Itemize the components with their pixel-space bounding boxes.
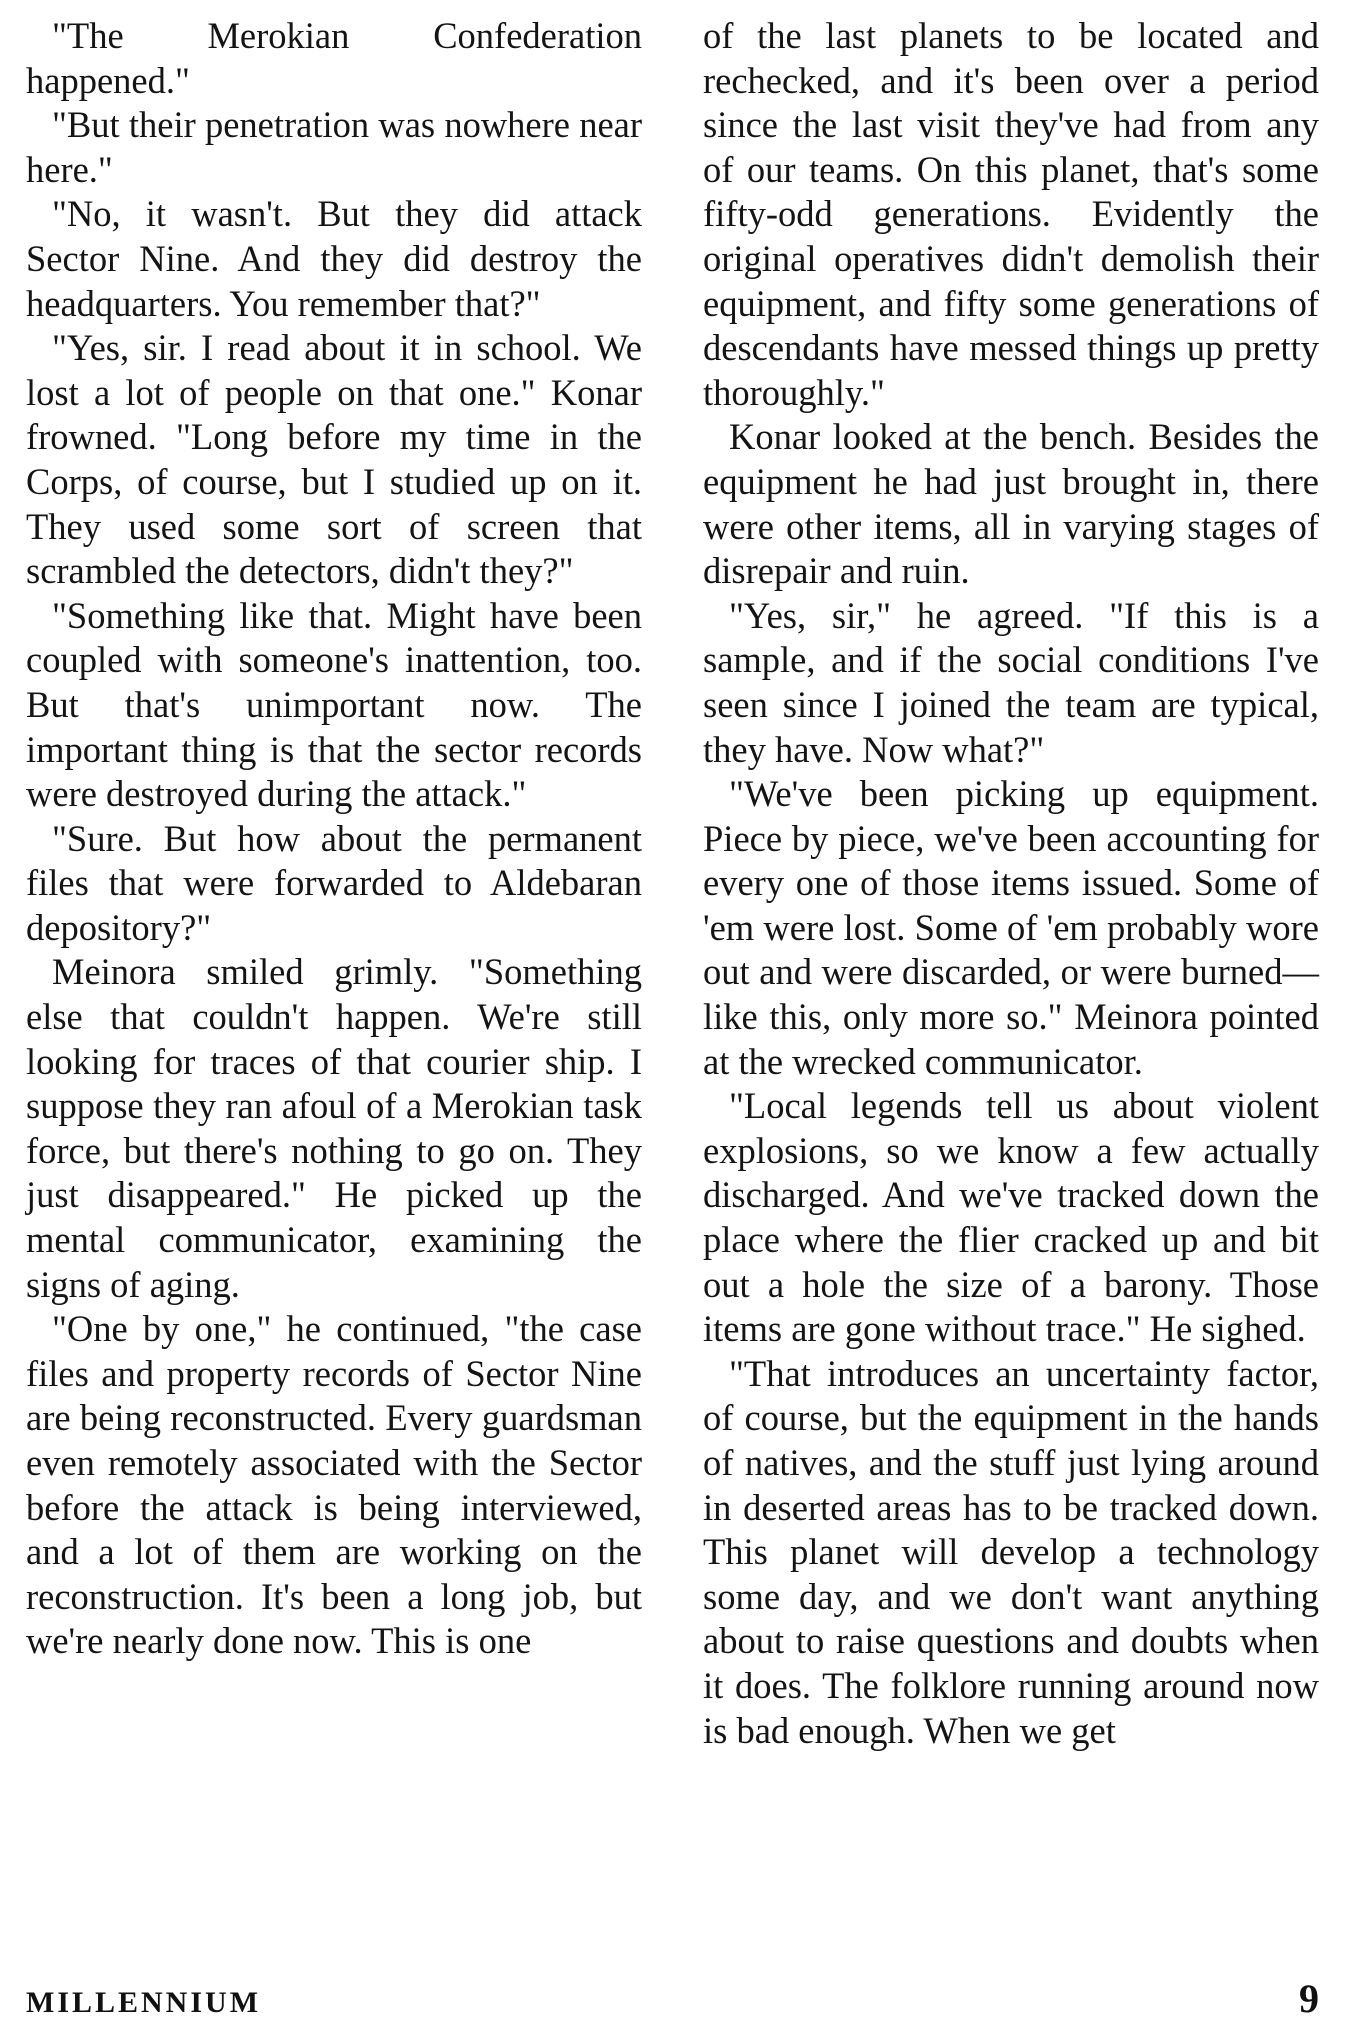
paragraph: "Yes, sir," he agreed. "If this is a sample, and if the social conditions I've seen since I joined the team are typical, they have. Now what?" xyxy=(703,594,1319,770)
paragraph-continuation: of the last planets to be located and rechecked, and it's been over a period since the last visit they've had from any of our teams. On this planet, that's some fifty-odd generations. Evidently the original operatives didn't demolish their equipment, and fifty some generations of descendants have messed things up pretty thoroughly." xyxy=(703,15,1319,413)
magazine-title: MILLENNIUM xyxy=(26,1986,262,2019)
paragraph: "One by one," he continued, "the case files and property records of Sector Nine are being reconstructed. Every guardsman even remotely associated with the Sector before the attack is being interviewed, and a lot of them are working on the reconstruction. It's been a long job, but we're nearly done now. This is one xyxy=(26,1308,642,1662)
paragraph: "No, it wasn't. But they did attack Sector Nine. And they did destroy the headquarters. You remember that?" xyxy=(26,193,642,324)
paragraph: "Sure. But how about the permanent files that were forwarded to Aldebaran depository?" xyxy=(26,817,642,948)
paragraph: Meinora smiled grimly. "Something else that couldn't happen. We're still looking for traces of that courier ship. I suppose they ran afoul of a Merokian task force, but there's nothing to go on. They just disappeared." He picked up the mental communicator, examining the signs of aging. xyxy=(26,951,642,1305)
right-column xyxy=(703,14,1319,1753)
page-number: 9 xyxy=(1299,1976,1319,2021)
paragraph: "The Merokian Confederation happened." xyxy=(26,15,642,101)
paragraph: "Something like that. Might have been coupled with someone's inattention, too. But that's unimportant now. The important thing is that the sector records were destroyed during the attack." xyxy=(26,594,642,815)
paragraph: "But their penetration was nowhere near here." xyxy=(26,104,642,190)
paragraph: "That introduces an uncertainty factor, of course, but the equipment in the hands of natives, and the stuff just lying around in deserted areas has to be tracked down. This planet will develop a technology some day, and we don't want anything about to raise questions and doubts when it does. The folklore running around now is bad enough. When we get xyxy=(703,1352,1319,1751)
page-footer xyxy=(26,1975,1319,2022)
paragraph: Konar looked at the bench. Besides the equipment he had just brought in, there were other items, all in varying stages of disrepair and ruin. xyxy=(703,416,1319,592)
paragraph: "We've been picking up equipment. Piece by piece, we've been accounting for every one of those items issued. Some of 'em were lost. Some of 'em probably wore out and were discarded, or were burned—like this, only more so." Meinora pointed at the wrecked communicator. xyxy=(703,773,1319,1082)
paragraph: "Local legends tell us about violent explosions, so we know a few actually discharged. And we've tracked down the place where the flier cracked up and bit out a hole the size of a barony. Those items are gone without trace." He sighed. xyxy=(703,1085,1319,1350)
paragraph: "Yes, sir. I read about it in school. We lost a lot of people on that one." Konar frowned. "Long before my time in the Corps, of course, but I studied up on it. They used some sort of screen that scrambled the detectors, didn't they?" xyxy=(26,327,642,592)
left-column xyxy=(26,14,642,1664)
